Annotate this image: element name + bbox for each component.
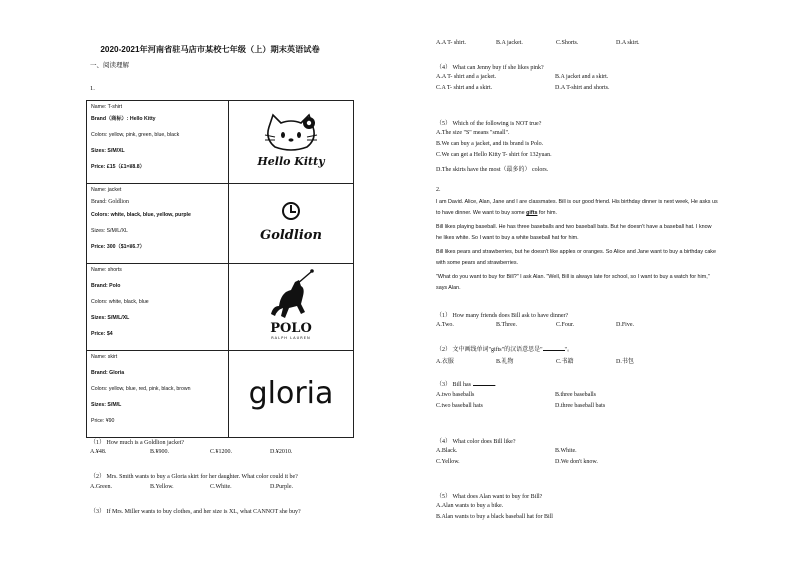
passage-text: for him. — [537, 210, 557, 216]
item-sizes: Sizes: S/M/L/XL — [91, 227, 128, 234]
passage-text: to have dinner. We want to buy some — [436, 210, 527, 216]
question-text — [436, 344, 573, 353]
answer-option[interactable]: C.A T- shirt and a skirt. — [436, 85, 493, 91]
item-brand: Brand: Goldlion — [91, 199, 129, 206]
item-colors: Colors: yellow, pink, green, blue, black — [91, 132, 180, 139]
goldlion-logo-text: Goldlion — [260, 228, 322, 244]
answer-option[interactable]: B.Alan wants to buy a black baseball hat for Bill — [436, 514, 553, 520]
answer-option[interactable]: D.The skirts have the most（最多的） colors. — [436, 167, 549, 173]
brand-info-cell — [87, 351, 229, 438]
goldlion-logo-cell — [229, 184, 354, 264]
gloria-logo-cell — [229, 351, 354, 438]
page-title: 2020-2021年河南省驻马店市某校七年级（上）期末英语试卷 — [100, 45, 320, 54]
question-text-part: （3） Bill has — [436, 382, 473, 388]
gloria-logo — [241, 367, 341, 417]
answer-option[interactable]: D.书包 — [616, 359, 634, 365]
item-colors: Colors: white, black, blue, yellow, purple — [91, 211, 191, 218]
passage-line: I am David. Alice, Alan, Jane and I are classmates. Bill is our good friend. His birthday dinner is next week, He asks us — [436, 199, 718, 205]
brand-table — [86, 100, 354, 438]
answer-option[interactable]: C.White. — [210, 484, 232, 490]
question-text: （2） Mrs. Smith wants to buy a Gloria skirt for her daughter. What color could it be? — [90, 474, 298, 480]
answer-option[interactable]: C.¥1200. — [210, 449, 233, 455]
answer-option[interactable]: C.书籍 — [556, 359, 574, 365]
item-brand: Brand: Polo — [91, 282, 121, 289]
section-heading: 一、阅读理解 — [90, 62, 129, 69]
goldlion-logo — [251, 195, 331, 247]
answer-option[interactable]: A.Two. — [436, 322, 454, 328]
hello-kitty-logo — [251, 109, 331, 171]
item-brand: Brand（商标）: Hello Kitty — [91, 116, 156, 123]
question-text-part: （2） 文中画线单词"gifts"的汉语意思是" — [436, 347, 543, 353]
polo-logo-subtext: RALPH LAUREN — [271, 336, 311, 341]
answer-option[interactable]: A.A T- shirt and a jacket. — [436, 74, 497, 80]
item-name: Name: shorts — [91, 266, 122, 273]
item-name: Name: jacket — [91, 187, 122, 194]
answer-option[interactable]: A.Black. — [436, 448, 458, 454]
passage-line: he likes white. So I want to buy a white baseball hat for him. — [436, 235, 579, 241]
answer-option[interactable]: A.two baseballs — [436, 392, 475, 398]
answer-option[interactable]: A.The size "S" means "small". — [436, 130, 510, 136]
answer-option[interactable]: C.Four. — [556, 322, 575, 328]
table-row — [87, 101, 354, 184]
answer-option[interactable]: C.two baseball hats — [436, 403, 483, 409]
passage-line: with some pears and strawberries. — [436, 260, 519, 266]
passage-line: says Alan. — [436, 285, 461, 291]
polo-logo-cell — [229, 263, 354, 350]
table-row — [87, 263, 354, 350]
item-brand: Brand: Gloria — [91, 370, 125, 377]
answer-option[interactable]: B.礼物 — [496, 359, 514, 365]
answer-option[interactable]: D.A skirt. — [616, 40, 640, 46]
polo-logo-text: POLO — [270, 321, 312, 337]
answer-option[interactable]: C.Yellow. — [436, 459, 460, 465]
item-price: Price: $4 — [91, 331, 113, 338]
answer-option[interactable]: A.A T- shirt. — [436, 40, 467, 46]
passage-line: Bill likes pears and strawberries, but he doesn't like apples or oranges. So Alice and Jane want to buy a birthday cake — [436, 249, 717, 255]
hello-kitty-logo-cell — [229, 101, 354, 184]
answer-option[interactable]: C.We can get a Hello Kitty T- shirt for 132yuan. — [436, 152, 552, 158]
item-sizes: Sizes: S/M/XL — [91, 148, 125, 155]
answer-blank[interactable] — [473, 380, 495, 386]
answer-option[interactable]: D.We don't know. — [555, 459, 598, 465]
answer-option[interactable]: D.Purple. — [270, 484, 293, 490]
item-colors: Colors: yellow, blue, red, pink, black, brown — [91, 386, 191, 393]
question-text-part: . — [494, 382, 497, 388]
gloria-logo-text: gloria — [248, 375, 334, 411]
answer-option[interactable]: D.¥2010. — [270, 449, 293, 455]
passage-line — [436, 210, 557, 216]
answer-option[interactable]: D.A T-shirt and shorts. — [555, 85, 610, 91]
answer-option[interactable]: A.衣服 — [436, 359, 454, 365]
passage-line: Bill likes playing baseball. He has three baseballs and two baseball bats. But he doesn't have a baseball hat. I know — [436, 224, 712, 230]
answer-option[interactable]: D.Five. — [616, 322, 634, 328]
answer-blank[interactable] — [543, 345, 565, 351]
question-text — [436, 379, 496, 388]
answer-option[interactable]: A.Green. — [90, 484, 112, 490]
underlined-word-gifts: gifts — [526, 210, 538, 216]
answer-option[interactable]: B.Three. — [496, 322, 517, 328]
question-number: 2. — [436, 187, 441, 193]
table-row — [87, 351, 354, 438]
question-text: （1） How many friends does Bill ask to have dinner? — [436, 313, 569, 319]
item-price: Price: £15（£1=¥8.8） — [91, 164, 145, 171]
item-name: Name: T-shirt — [91, 104, 123, 110]
answer-option[interactable]: B.White. — [555, 448, 577, 454]
item-colors: Colors: white, black, blue — [91, 298, 149, 305]
item-sizes: Sizes: S/M/L — [91, 402, 122, 409]
answer-option[interactable]: B.We can buy a jacket, and its brand is Polo. — [436, 141, 544, 147]
hello-kitty-logo-text: Hello Kitty — [257, 154, 325, 168]
item-price: Price: 300（$1=¥6.7） — [91, 243, 145, 250]
answer-option[interactable]: B.three baseballs — [555, 392, 596, 398]
passage-line: "What do you want to buy for Bill?" I ask Alan. "Well, Bill is always late for school, so I want to buy a watch for him," — [436, 274, 710, 280]
answer-option[interactable]: A.¥48. — [90, 449, 107, 455]
brand-info-cell — [87, 101, 229, 184]
question-text: （4） What can Jenny buy if she likes pink? — [436, 65, 544, 71]
brand-info-cell — [87, 263, 229, 350]
question-number: 1. — [90, 85, 95, 92]
question-text: （3） If Mrs. Miller wants to buy clothes, and her size is XL, what CANNOT she buy? — [90, 509, 301, 515]
question-text: （4） What color does Bill like? — [436, 439, 516, 445]
item-price: Price: ¥90 — [91, 418, 115, 425]
table-row — [87, 184, 354, 264]
question-text-part: "。 — [564, 347, 573, 353]
answer-option[interactable]: C.Shorts. — [556, 40, 579, 46]
brand-info-cell — [87, 184, 229, 264]
question-text: （5） Which of the following is NOT true? — [436, 121, 542, 127]
answer-option[interactable]: B.¥900. — [150, 449, 170, 455]
answer-option[interactable]: B.A jacket. — [496, 40, 523, 46]
item-sizes: Sizes: S/M/L/XL — [91, 315, 130, 321]
question-text: （1） How much is a Goldlion jacket? — [90, 440, 184, 446]
answer-option[interactable]: B.Yellow. — [150, 484, 174, 490]
answer-option[interactable]: A.Alan wants to buy a bike. — [436, 503, 504, 509]
polo-logo — [251, 266, 331, 342]
question-text: （5） What does Alan want to buy for Bill? — [436, 494, 543, 500]
answer-option[interactable]: B.A jacket and a skirt. — [555, 74, 609, 80]
right-column — [420, 0, 794, 562]
item-name: Name: skirt — [91, 354, 118, 361]
answer-option[interactable]: D.three baseball bats — [555, 403, 606, 409]
